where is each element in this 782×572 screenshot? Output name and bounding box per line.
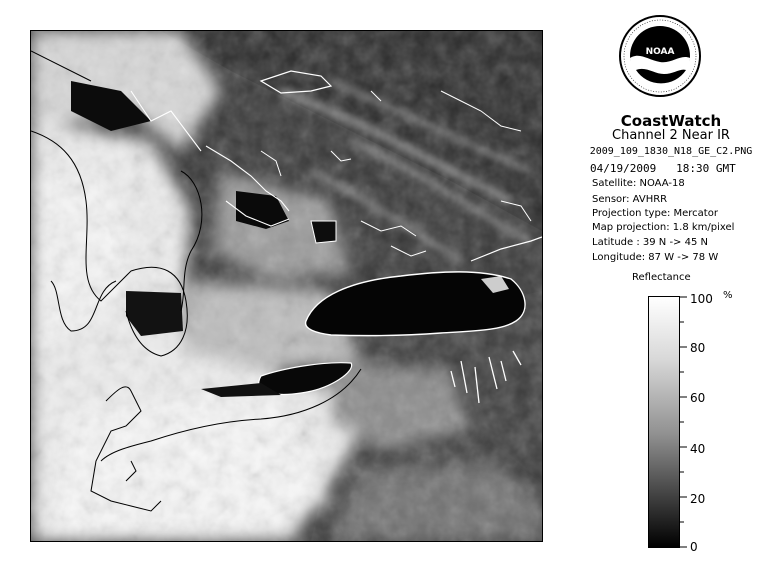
colorbar-label-40: 40 [690,442,706,456]
colorbar-ticks [680,296,690,548]
product-title: CoastWatch [620,112,722,130]
filename-label: 2009_109_1830_N18_GE_C2.PNG [589,146,753,157]
map-projection-label: Map projection: 1.8 km/pixel [592,222,735,233]
longitude-label: Longitude: 87 W -> 78 W [592,252,719,263]
satellite-label: Satellite: NOAA-18 [592,178,685,189]
date-value: 04/19/2009 [590,162,657,175]
noaa-logo [618,14,702,98]
colorbar-label-100: 100 [690,292,713,306]
colorbar-label-0: 0 [690,540,698,554]
sensor-label: Sensor: AVHRR [592,194,668,205]
reflectance-map-graphic [31,31,542,541]
colorbar-label-80: 80 [690,341,706,355]
colorbar-unit: % [723,290,733,301]
channel-label: Channel 2 Near IR [612,128,730,143]
colorbar-title: Reflectance [632,272,691,283]
reflectance-colorbar [648,296,680,548]
satellite-image-map[interactable] [30,30,543,542]
logo-center-text: NOAA [645,47,675,57]
colorbar-label-20: 20 [690,492,706,506]
date-time-label [590,162,736,175]
projection-type-label: Projection type: Mercator [592,208,718,219]
latitude-label: Latitude : 39 N -> 45 N [592,237,708,248]
colorbar-label-60: 60 [690,391,706,405]
time-value: 18:30 GMT [676,162,736,175]
